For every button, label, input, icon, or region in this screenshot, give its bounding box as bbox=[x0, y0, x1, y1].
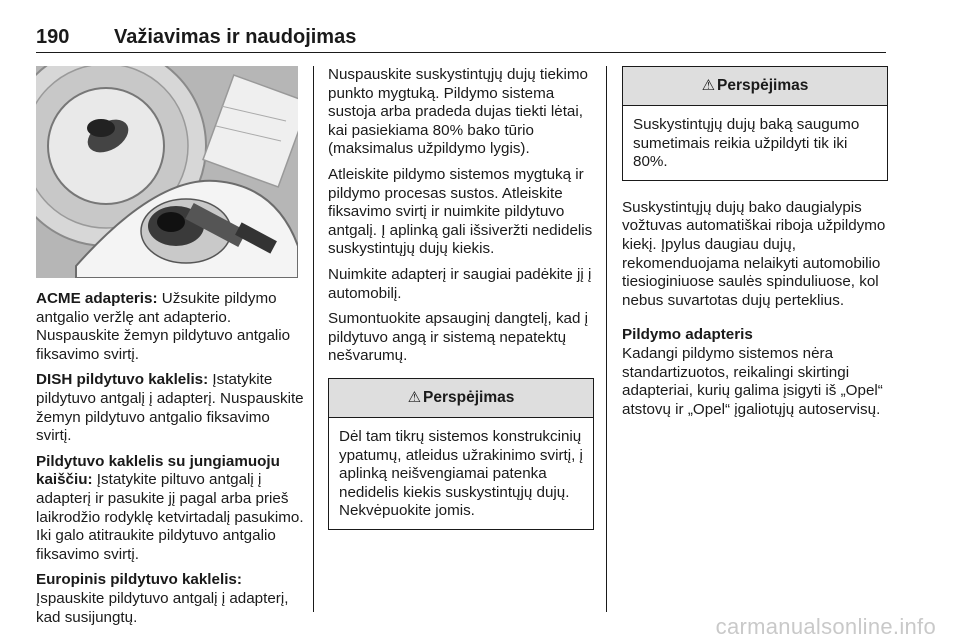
acme-text: Užsukite pildymo antgalio veržlę ant adapterio. Nuspauskite žemyn pildytuvo antgalio fiksavimo svirtį. bbox=[36, 290, 291, 363]
euro-paragraph bbox=[36, 571, 304, 627]
warning-text: Suskystintųjų dujų baką saugumo sumetimais reikia užpildyti tik iki 80%. bbox=[633, 116, 860, 171]
paragraph: Sumontuokite apsauginį dangtelį, kad į pildytuvo angą ir sistemą nepatektų nešvarumų. bbox=[328, 310, 589, 365]
warning-header bbox=[329, 379, 593, 418]
chapter-title: Važiavimas ir naudojimas bbox=[114, 26, 357, 48]
column-middle bbox=[328, 66, 594, 546]
watermark: carmanualsonline.info bbox=[715, 614, 936, 639]
euro-label: Europinis pildytuvo kaklelis: bbox=[36, 571, 242, 589]
paragraph: Nuimkite adapterį ir saugiai padėkite jį į automobilį. bbox=[328, 265, 592, 302]
warning-box bbox=[328, 378, 594, 530]
page-number: 190 bbox=[36, 26, 70, 48]
page-header bbox=[36, 20, 886, 50]
bayonet-paragraph bbox=[36, 453, 304, 565]
warning-title: Perspėjimas bbox=[717, 76, 809, 94]
warning-icon: ⚠ bbox=[407, 388, 422, 406]
lpg-adapter-drawing bbox=[36, 66, 298, 278]
paragraph: Suskystintųjų dujų bako daugialypis vožtuvas automatiškai riboja užpildymo kiekį. Įpylus daugiau dujų, rekomenduojama nelaikyti automobilio tiesioginiuose saulės spinduliuose, kol nebus suvartotas dujų perteklius. bbox=[622, 198, 886, 309]
warning-header bbox=[623, 67, 887, 106]
header-rule bbox=[36, 52, 886, 53]
acme-adapter-paragraph bbox=[36, 290, 304, 364]
column-left bbox=[36, 290, 304, 634]
lpg-adapter-illustration bbox=[36, 66, 298, 278]
column-divider-2 bbox=[606, 66, 607, 612]
warning-text: Dėl tam tikrų sistemos konstrukcinių ypatumų, atleidus užrakinimo svirtį, į aplinką neišvengiamai patenka nedidelis kiekis suskystintųjų dujų. Nekvėpuokite jomis. bbox=[339, 427, 583, 520]
warning-title: Perspėjimas bbox=[423, 388, 515, 406]
euro-text: Įspauskite pildytuvo antgalį į adapterį, kad susijungtų. bbox=[36, 589, 289, 626]
paragraph: Nuspauskite suskystintųjų dujų tiekimo punkto mygtuką. Pildymo sistema sustoja arba pradeda dujas tiekti lėtai, kai pasiekiama 80% bako tūrio (maksimalus užpildymo lygis). bbox=[328, 66, 588, 158]
column-divider-1 bbox=[313, 66, 314, 612]
bayonet-label: Pildytuvo kaklelis su jungiamuoju kaiščiu: bbox=[36, 452, 280, 489]
column-right bbox=[622, 66, 888, 426]
warning-box bbox=[622, 66, 888, 181]
dish-text: Įstatykite pildytuvo antgalį į adapterį. Nuspauskite žemyn pildytuvo antgalio fiksavimo svirtį. bbox=[36, 371, 304, 445]
acme-label: ACME adapteris: bbox=[36, 290, 158, 307]
subheading: Pildymo adapteris bbox=[622, 326, 753, 344]
dish-paragraph bbox=[36, 371, 304, 445]
warning-icon: ⚠ bbox=[701, 76, 716, 94]
dish-label: DISH pildytuvo kaklelis: bbox=[36, 371, 209, 389]
paragraph: Kadangi pildymo sistemos nėra standartizuotos, reikalingi skirtingi adapteriai, kurių galima įsigyti iš „Opel“ atstovų ir „Opel“ įgaliotųjų autoservisų. bbox=[622, 344, 883, 418]
bayonet-text: Įstatykite piltuvo antgalį į adapterį ir pasukite jį pagal arba prieš laikrodžio rodyklę ketvirtadalį pasukimo. Iki galo atitraukite pildytuvo antgalio fiksavimo svirtį. bbox=[36, 471, 304, 563]
paragraph: Atleiskite pildymo sistemos mygtuką ir pildymo procesas sustos. Atleiskite fiksavimo svirtį ir nuimkite pildytuvo antgalį. Į aplinką gali išsiveržti nedidelis suskystintųjų dujų kiekis. bbox=[328, 165, 593, 258]
